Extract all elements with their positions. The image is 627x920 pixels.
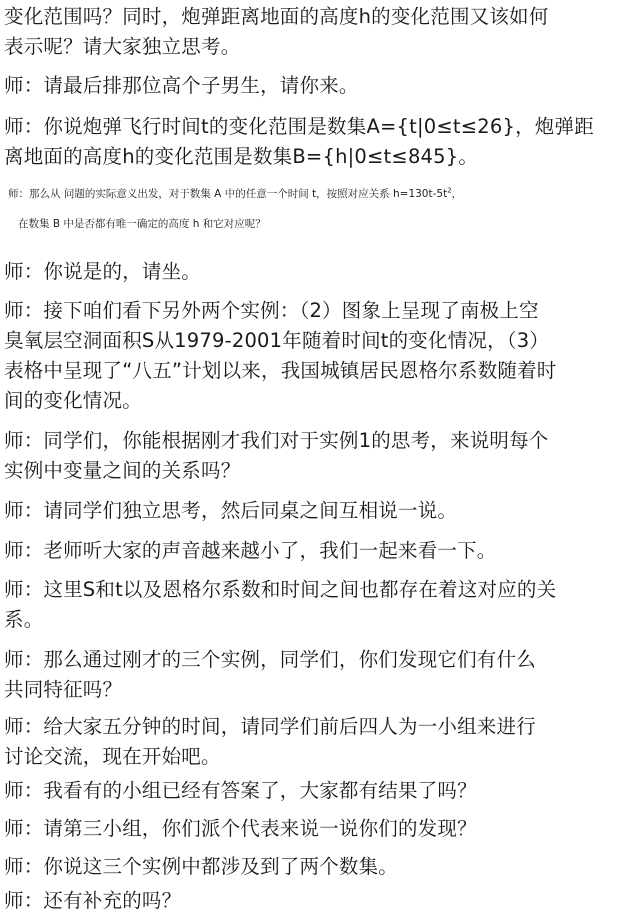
- text-line: 师：老师听大家的声音越来越小了，我们一起来看一下。: [4, 539, 497, 562]
- paragraph-13: [4, 814, 619, 844]
- text-line: 师：还有补充的吗？: [4, 889, 182, 912]
- text-line: 师：请最后排那位高个子男生，请你来。: [4, 74, 359, 97]
- paragraph-6: [4, 426, 619, 486]
- paragraph-1: [4, 2, 619, 62]
- note-line-1: 师：那么从 问题的实际意义出发，对于数集 A 中的任意一个时间 t，按照对应关系 $h=130t-5t^2$，: [8, 186, 463, 200]
- paragraph-9: [4, 575, 619, 635]
- paragraph-14: [4, 852, 619, 882]
- text-line: 师：你说炮弹飞行时间t的变化范围是数集A={t|0≤t≤26}，炮弹距: [4, 115, 594, 138]
- paragraph-10: [4, 645, 619, 705]
- text-line: 臭氧层空洞面积S从1979-2001年随着时间t的变化情况，（3）: [4, 329, 550, 352]
- text-line: 师：请同学们独立思考，然后同桌之间互相说一说。: [4, 499, 458, 522]
- paragraph-2: [4, 71, 619, 101]
- text-line: 表格中呈现了“八五”计划以来，我国城镇居民恩格尔系数随着时: [4, 359, 557, 382]
- text-line: 讨论交流，现在开始吧。: [4, 745, 221, 768]
- text-line: 师：你说是的，请坐。: [4, 260, 202, 283]
- text-line: 师：给大家五分钟的时间，请同学们前后四人为一小组来进行: [4, 715, 536, 738]
- paragraph-7: [4, 496, 619, 526]
- paragraph-3: [4, 112, 619, 172]
- paragraph-15: [4, 886, 619, 916]
- inserted-note-2: [18, 217, 627, 231]
- text-line: 实例中变量之间的关系吗？: [4, 459, 241, 482]
- text-line: 师：同学们，你能根据刚才我们对于实例1的思考，来说明每个: [4, 429, 549, 452]
- text-line: 间的变化情况。: [4, 389, 142, 412]
- text-line: 师：这里S和t以及恩格尔系数和时间之间也都存在着这对应的关: [4, 578, 557, 601]
- text-line: 师：那么通过刚才的三个实例，同学们，你们发现它们有什么: [4, 648, 536, 671]
- text-line: 变化范围吗？同时，炮弹距离地面的高度h的变化范围又该如何: [4, 5, 549, 28]
- text-line: 共同特征吗？: [4, 678, 123, 701]
- text-line: 师：我看有的小组已经有答案了，大家都有结果了吗？: [4, 779, 477, 802]
- text-line: 师：请第三小组，你们派个代表来说一说你们的发现？: [4, 817, 477, 840]
- text-line: 师：接下咱们看下另外两个实例：（2）图象上呈现了南极上空: [4, 299, 539, 322]
- paragraph-11: [4, 712, 619, 772]
- paragraph-8: [4, 536, 619, 566]
- text-line: 师：你说这三个实例中都涉及到了两个数集。: [4, 855, 399, 878]
- note-line-2: 在数集 B 中是否都有唯一确定的高度 h 和它对应呢？: [18, 218, 266, 230]
- text-line: 离地面的高度h的变化范围是数集B={h|0≤t≤845}。: [4, 145, 479, 168]
- paragraph-5: [4, 296, 619, 416]
- text-line: 表示呢？请大家独立思考。: [4, 35, 241, 58]
- inserted-note: [8, 183, 618, 201]
- text-line: 系。: [4, 608, 44, 631]
- paragraph-4: [4, 257, 619, 287]
- paragraph-12: [4, 776, 619, 806]
